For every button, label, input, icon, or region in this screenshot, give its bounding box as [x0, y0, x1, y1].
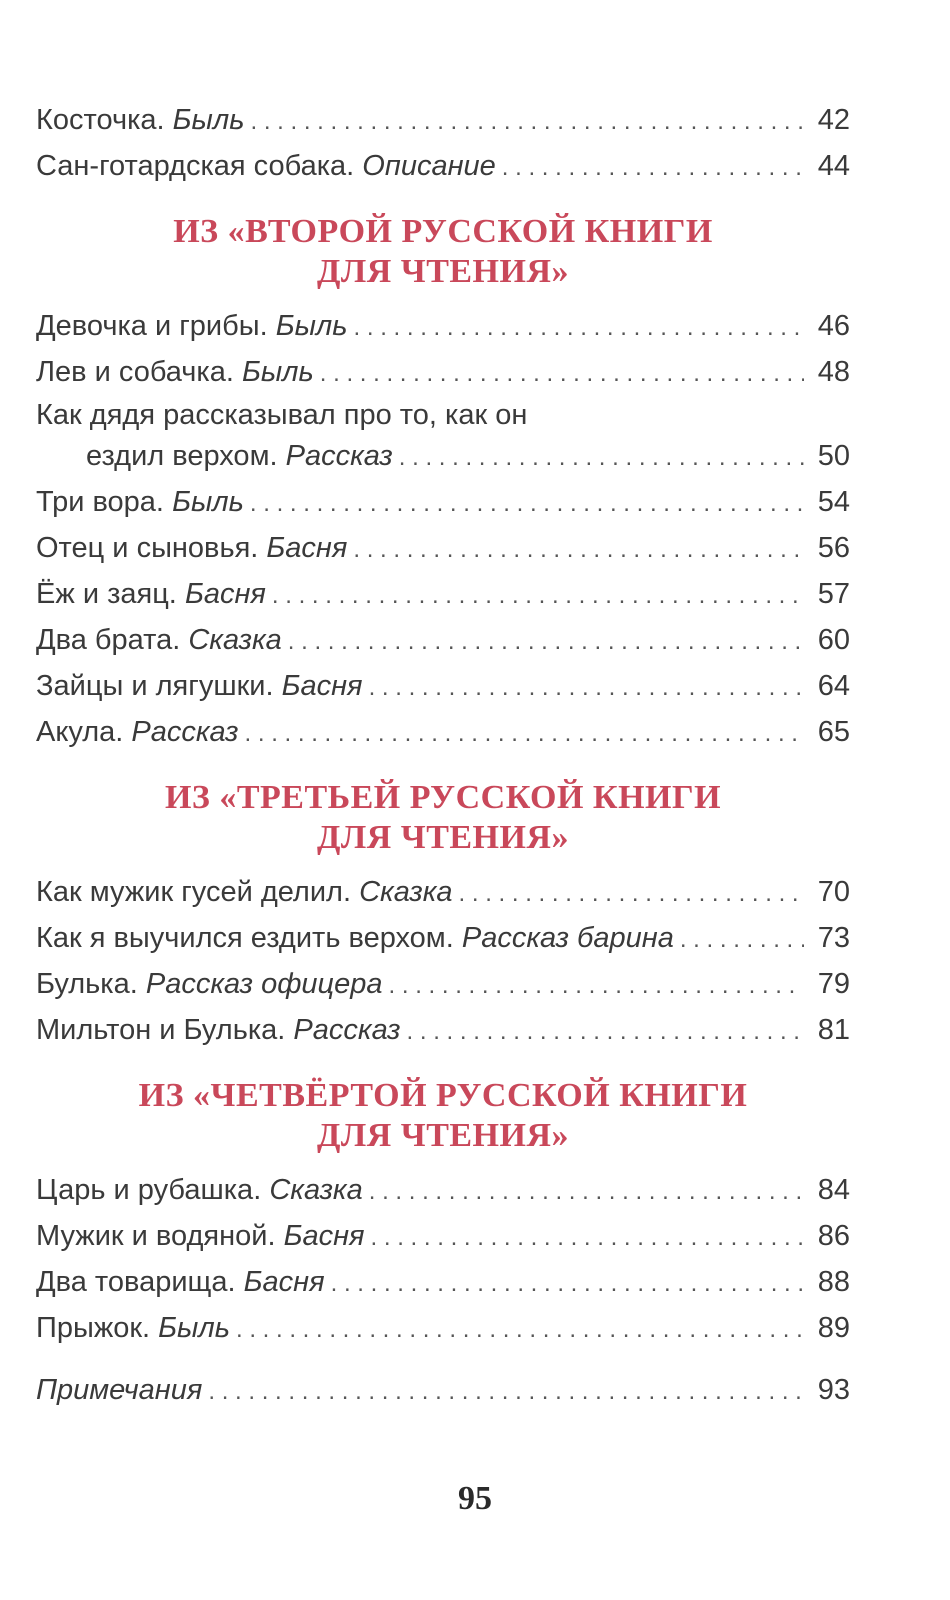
section-heading: [36, 778, 850, 858]
entry-title: Лев и собачка.: [36, 356, 234, 388]
entry-genre: Быль: [241, 356, 314, 388]
toc-entry: [36, 870, 850, 916]
toc-entry-notes: [36, 1368, 850, 1414]
entry-page-number: 84: [817, 1174, 850, 1206]
section-heading-line: ДЛЯ ЧТЕНИЯ»: [316, 819, 570, 856]
entry-title: Царь и рубашка.: [36, 1174, 262, 1206]
entry-page-number: 54: [817, 486, 850, 518]
dot-leader: [399, 436, 804, 480]
entry-genre: Быль: [158, 1312, 230, 1344]
entry-genre: Рассказ: [131, 716, 239, 748]
toc-entry: [36, 572, 850, 618]
table-of-contents: [36, 98, 850, 1414]
dot-leader: [407, 1010, 804, 1054]
toc-entry: [36, 144, 850, 190]
toc-entry: [36, 1306, 850, 1352]
entry-page-number: 89: [817, 1312, 850, 1344]
entry-page-number: 93: [817, 1374, 850, 1406]
entry-page-number: 81: [817, 1014, 850, 1046]
entry-title: Ёж и заяц.: [36, 578, 177, 610]
toc-entry: [36, 618, 850, 664]
entry-genre: Рассказ барина: [461, 922, 674, 954]
dot-leader: [208, 1370, 804, 1414]
entry-page-number: 57: [817, 578, 850, 610]
entry-title: Булька.: [36, 968, 138, 1000]
entry-title: Зайцы и лягушки.: [36, 670, 274, 702]
section-heading-line: ДЛЯ ЧТЕНИЯ»: [316, 253, 570, 290]
entry-page-number: 50: [817, 440, 850, 472]
entry-title: ездил верхом.: [86, 440, 278, 472]
entry-page-number: 73: [817, 922, 850, 954]
entry-genre: Описание: [362, 150, 496, 182]
dot-leader: [288, 620, 804, 664]
section-heading-line: ИЗ «ВТОРОЙ РУССКОЙ КНИГИ: [173, 213, 713, 250]
entry-genre: Басня: [266, 532, 348, 564]
entry-title: Сан-готардская собака.: [36, 150, 355, 182]
section-heading: [36, 212, 850, 292]
entry-page-number: 44: [817, 150, 850, 182]
entry-title: Три вора.: [36, 486, 164, 518]
entry-page-number: 70: [817, 876, 850, 908]
toc-entry: [36, 1008, 850, 1054]
entry-page-number: 79: [817, 968, 850, 1000]
toc-entry-multiline: [36, 396, 850, 480]
dot-leader: [272, 574, 804, 618]
entry-title-first-line: Как дядя рассказывал про то, как он: [36, 399, 528, 431]
entry-title: Девочка и грибы.: [36, 310, 268, 342]
entry-title: Акула.: [36, 716, 124, 748]
entry-title: Как мужик гусей делил.: [36, 876, 352, 908]
entry-page-number: 42: [817, 104, 850, 136]
section-heading-line: ИЗ «ТРЕТЬЕЙ РУССКОЙ КНИГИ: [164, 779, 722, 816]
toc-entry: [36, 1168, 850, 1214]
entry-genre: Рассказ: [293, 1014, 401, 1046]
toc-entry: [36, 962, 850, 1008]
entry-genre: Быль: [172, 104, 245, 136]
entry-page-number: 60: [817, 624, 850, 656]
dot-leader: [369, 1170, 804, 1214]
entry-page-number: 65: [817, 716, 850, 748]
entry-genre: Сказка: [359, 876, 453, 908]
entry-title: Мильтон и Булька.: [36, 1014, 286, 1046]
entry-genre: Быль: [275, 310, 348, 342]
entry-genre: Басня: [283, 1220, 365, 1252]
entry-genre: Басня: [243, 1266, 325, 1298]
entry-genre: Быль: [172, 486, 244, 518]
entry-page-number: 86: [817, 1220, 850, 1252]
dot-leader: [245, 712, 804, 756]
toc-entry: [36, 1260, 850, 1306]
entry-page-number: 88: [817, 1266, 850, 1298]
entry-page-number: 48: [817, 356, 850, 388]
entry-genre: Рассказ: [285, 440, 393, 472]
entry-page-number: 56: [817, 532, 850, 564]
entry-genre: Рассказ офицера: [145, 968, 383, 1000]
toc-entry: [36, 664, 850, 710]
dot-leader: [371, 1216, 804, 1260]
toc-entry: [36, 526, 850, 572]
dot-leader: [680, 918, 804, 962]
toc-entry: [36, 98, 850, 144]
toc-entry: [36, 1214, 850, 1260]
dot-leader: [320, 352, 804, 396]
toc-entry: [36, 350, 850, 396]
notes-title: Примечания: [36, 1374, 203, 1406]
toc-entry: [36, 304, 850, 350]
toc-entry: [36, 710, 850, 756]
page-number: 95: [458, 1480, 492, 1517]
entry-genre: Сказка: [269, 1174, 363, 1206]
dot-leader: [502, 146, 804, 190]
toc-entry: [36, 916, 850, 962]
entry-title: Как я выучился ездить верхом.: [36, 922, 454, 954]
dot-leader: [353, 528, 804, 572]
entry-title: Два товарища.: [36, 1266, 236, 1298]
dot-leader: [236, 1308, 804, 1352]
dot-leader: [369, 666, 804, 710]
dot-leader: [459, 872, 804, 916]
entry-title: Косточка.: [36, 104, 165, 136]
entry-genre: Басня: [184, 578, 266, 610]
toc-entry: [36, 434, 850, 480]
dot-leader: [331, 1262, 804, 1306]
section-heading-line: ДЛЯ ЧТЕНИЯ»: [316, 1117, 570, 1154]
entry-title: Отец и сыновья.: [36, 532, 259, 564]
dot-leader: [354, 306, 804, 350]
entry-title: Прыжок.: [36, 1312, 151, 1344]
toc-entry: [36, 480, 850, 526]
entry-genre: Сказка: [188, 624, 282, 656]
entry-page-number: 46: [817, 310, 850, 342]
dot-leader: [250, 482, 804, 526]
dot-leader: [250, 100, 804, 144]
entry-title: Два брата.: [36, 624, 181, 656]
section-heading-line: ИЗ «ЧЕТВЁРТОЙ РУССКОЙ КНИГИ: [138, 1077, 748, 1114]
section-heading: [36, 1076, 850, 1156]
dot-leader: [389, 964, 804, 1008]
entry-page-number: 64: [817, 670, 850, 702]
entry-title: Мужик и водяной.: [36, 1220, 276, 1252]
entry-genre: Басня: [281, 670, 363, 702]
